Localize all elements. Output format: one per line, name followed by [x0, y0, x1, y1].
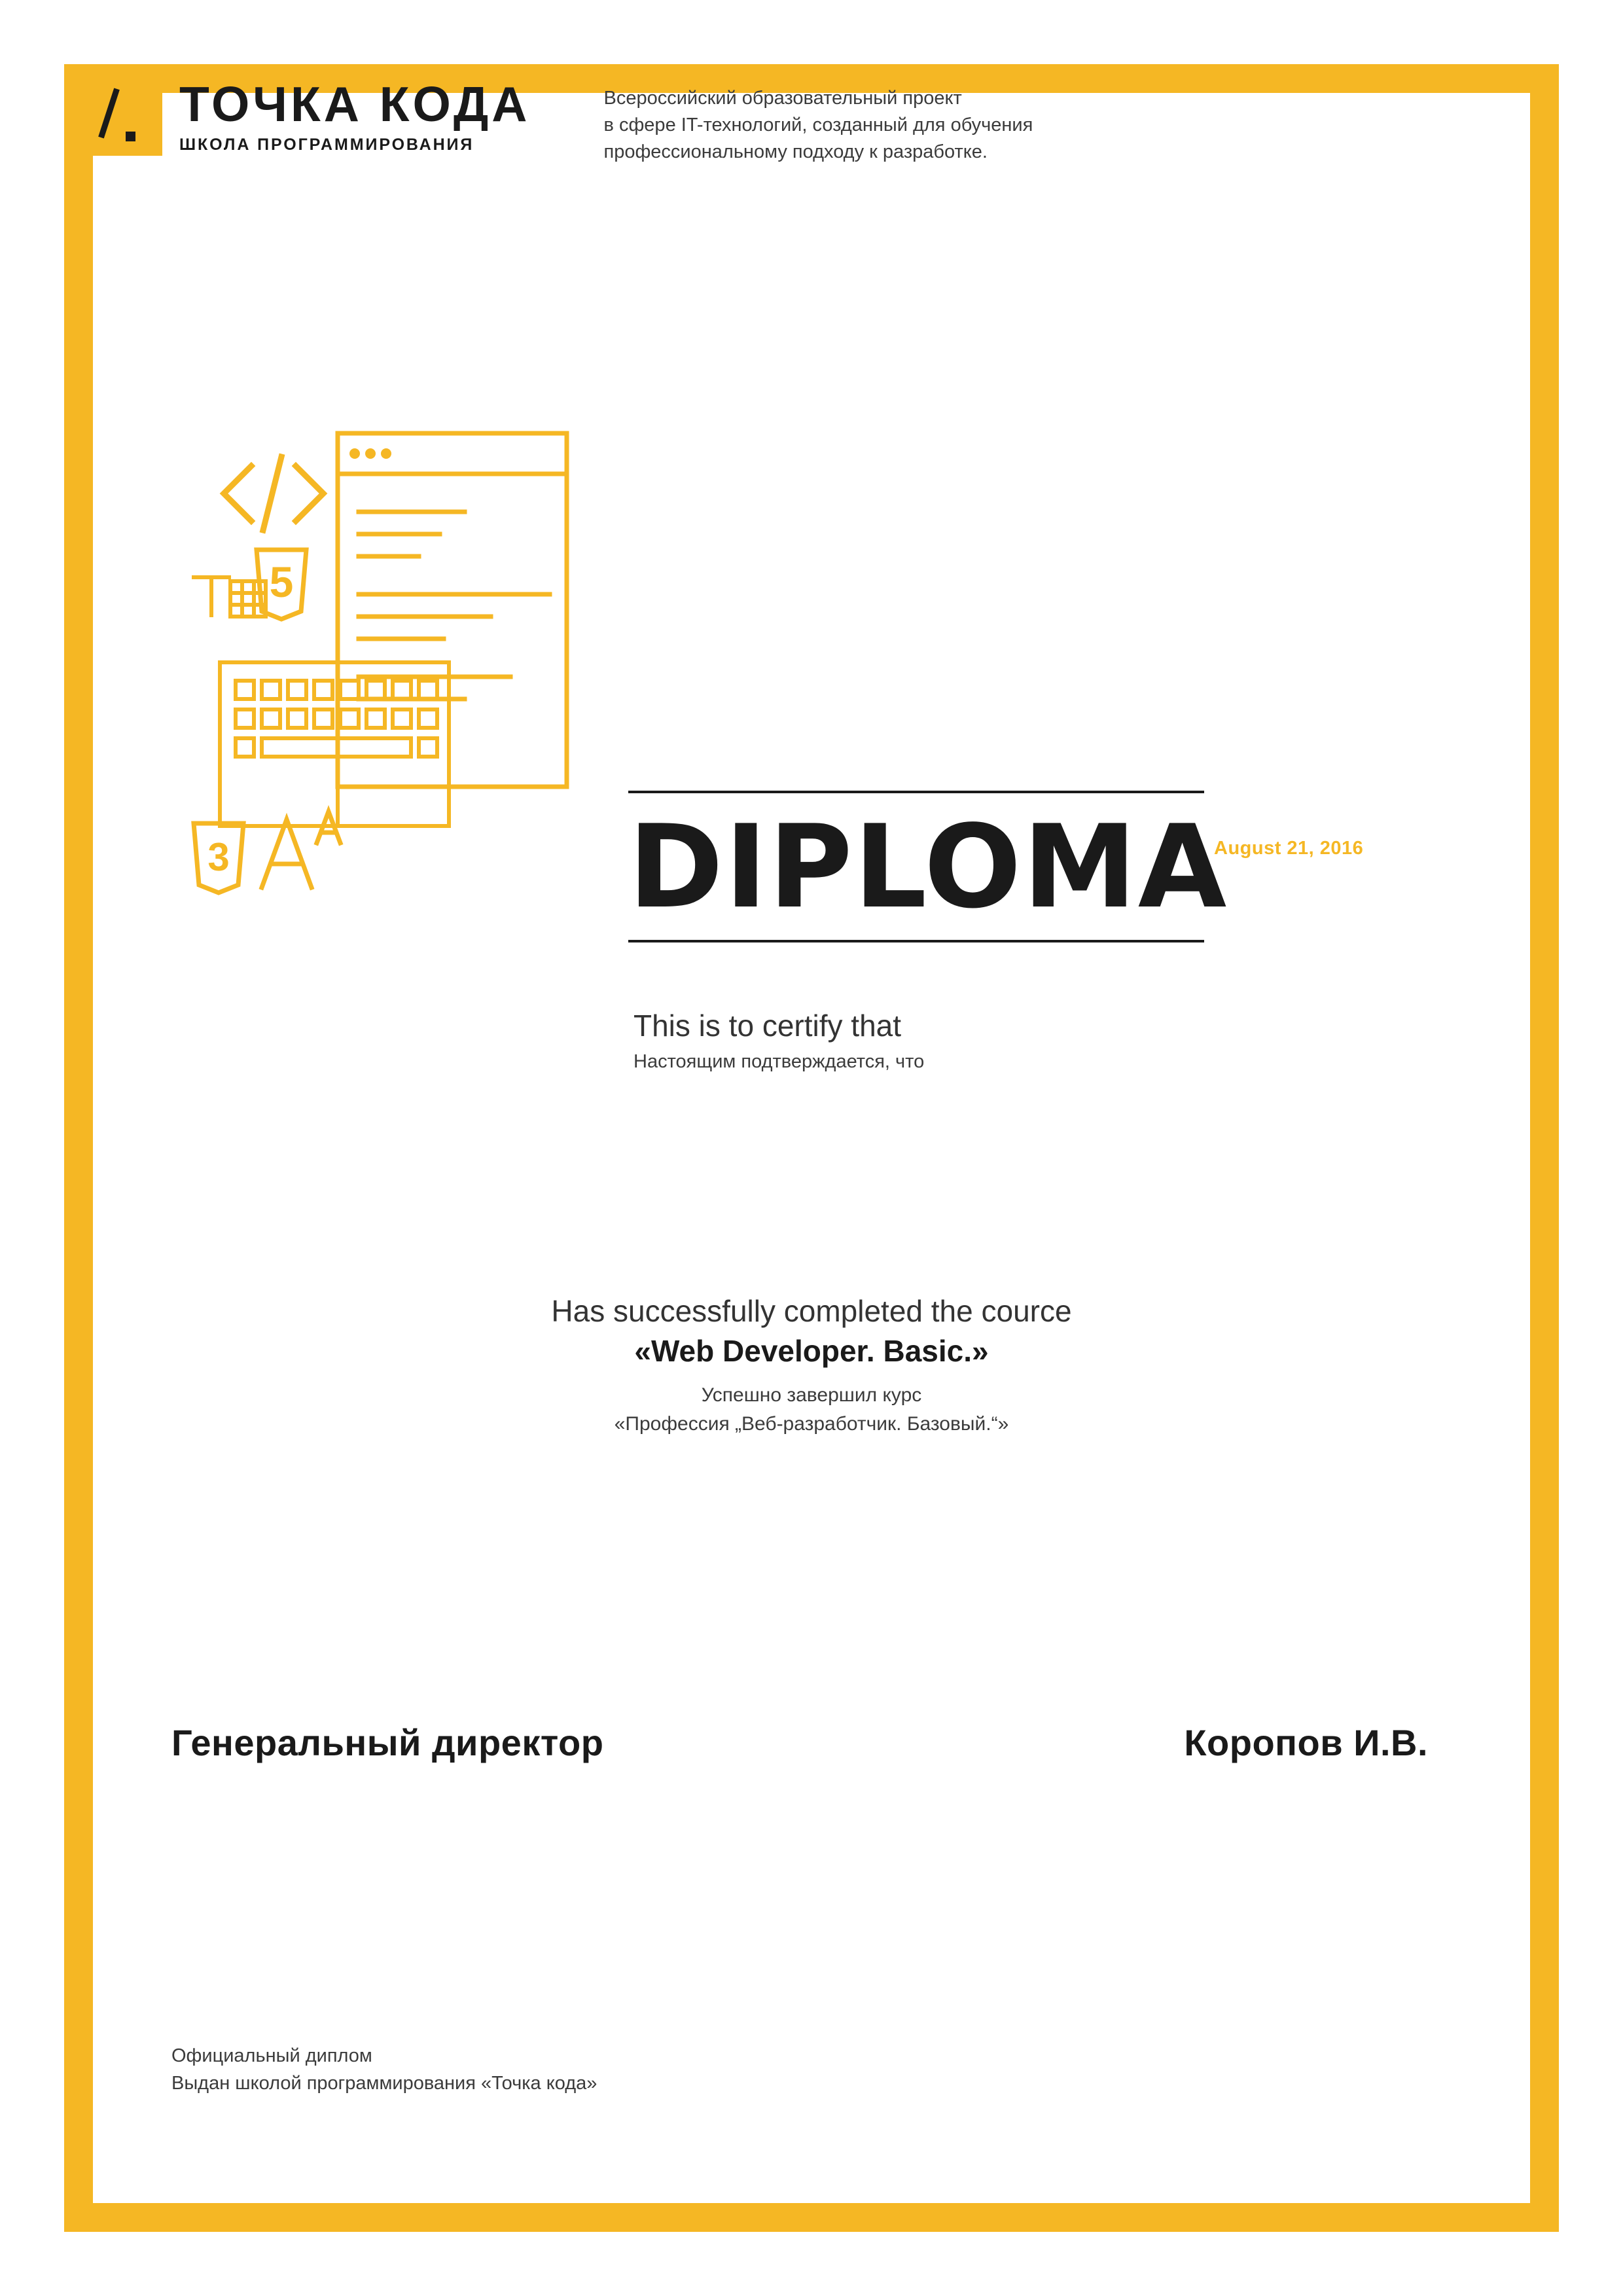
course-intro-ru: Успешно завершил курс	[701, 1384, 922, 1406]
signature-row	[171, 1721, 1454, 1764]
diploma-title-block	[628, 791, 1228, 942]
signatory-name: Коропов И.В.	[1184, 1722, 1428, 1763]
organization-description	[603, 77, 1033, 166]
font-size-icon	[262, 812, 340, 888]
brand-name: ТОЧКА КОДА	[179, 77, 531, 132]
svg-text:3: 3	[207, 835, 230, 879]
footer-line-1: Официальный диплом	[171, 2045, 372, 2066]
header	[84, 77, 1366, 166]
certify-text-ru: Настоящим подтверждается, что	[633, 1051, 925, 1073]
organization-description-line-3: профессиональному подходу к разработке.	[603, 141, 988, 163]
course-name-ru: «Профессия „Веб-разработчик. Базовый.“»	[614, 1412, 1009, 1435]
svg-text:5: 5	[269, 558, 294, 606]
brand-logo	[84, 77, 530, 156]
footer-line-2: Выдан школой программирования «Точка кода»	[171, 2073, 597, 2094]
slash-dot-logo-icon	[84, 77, 162, 156]
course-intro-en: Has successfully completed the cource	[551, 1294, 1072, 1328]
css3-badge-icon	[194, 823, 243, 893]
keyboard-icon	[220, 662, 449, 826]
issue-date: August 21, 2016	[1214, 838, 1364, 859]
code-brackets-icon	[224, 457, 323, 530]
typography-grid-icon	[194, 577, 266, 617]
brand-tagline: ШКОЛА ПРОГРАММИРОВАНИЯ	[179, 135, 474, 154]
page-title: DIPLOMA	[628, 801, 1228, 934]
organization-description-line-1: Всероссийский образовательный проект	[603, 88, 962, 109]
certify-text-en: This is to certify that	[633, 1009, 902, 1043]
course-block	[93, 1293, 1530, 1438]
diploma-content-area	[93, 93, 1530, 2203]
certify-block	[633, 1008, 1419, 1073]
signatory-role: Генеральный директор	[171, 1722, 604, 1763]
web-development-illustration	[183, 419, 870, 1047]
course-name-en: «Web Developer. Basic.»	[634, 1333, 989, 1368]
brand-logo-text	[179, 77, 531, 154]
organization-description-line-2: в сфере IT-технологий, созданный для обучения	[603, 115, 1033, 136]
browser-window-icon	[338, 433, 567, 787]
footer	[171, 2042, 597, 2097]
title-rule-bottom	[628, 940, 1204, 942]
